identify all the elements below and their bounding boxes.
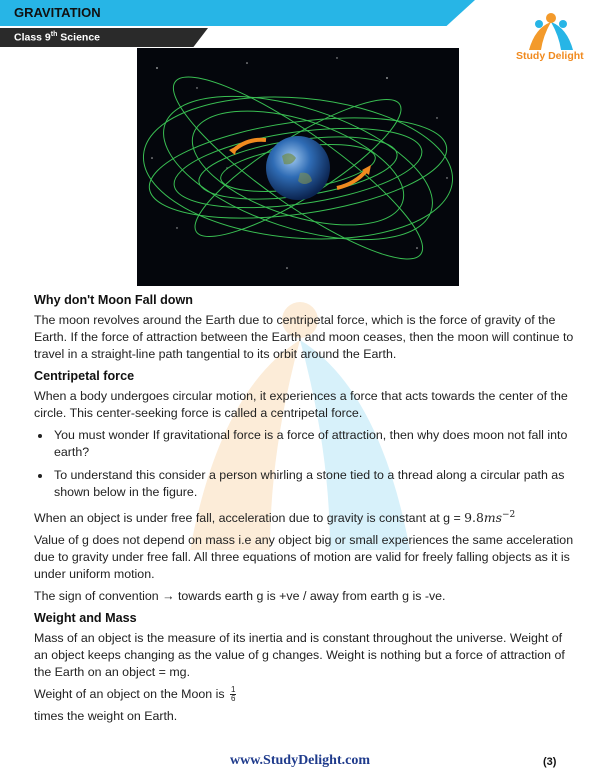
g-mass-paragraph: Value of g does not depend on mass i.e any object big or small experiences the same acceleration due to gravity under free fall. All three equations of motion are valid for freely falling objects as it is under uniform motion. [34,533,574,582]
earth-orbit-illustration [137,48,459,286]
weight-heading: Weight and Mass [34,611,137,626]
fraction-denominator: 6 [231,694,236,704]
fraction-numerator: 1 [231,685,236,695]
free-fall-paragraph [34,507,574,527]
class-label: Class 9 [14,31,51,44]
class-sup: th [50,31,58,38]
moon-weight-line [34,686,574,703]
bullet-item: • To understand this consider a person whirling a stone tied to a thread along a circular path as shown below in the figure. [52,467,574,501]
class-subtitle [14,31,100,44]
page-number: (3) [543,756,557,768]
subject-label: Science [57,31,101,44]
bullet-item: • You must wonder If gravitational force is a force of attraction, then why does moon not fall into earth? [52,427,574,461]
page-title: GRAVITATION [14,5,101,20]
brand-name: Study Delight [516,50,584,62]
moon-paragraph: The moon revolves around the Earth due to centripetal force, which is the force of gravity of the Earth. If the force of attraction between the Earth and moon ceases, then the moon will continue to travel in a straight-line path tangential to its orbit around the Earth. [34,313,574,361]
one-sixth-fraction [230,686,236,703]
moon-heading: Why don't Moon Fall down [34,293,193,307]
free-fall-text: When an object is under free fall, acceleration due to gravity is constant at g = [34,511,465,526]
free-fall-value: 9.8 [464,510,484,526]
centripetal-heading: Centripetal force [34,369,135,383]
main-content [34,292,574,730]
moon-weight-text: Weight of an object on the Moon is [34,687,229,702]
earth-gravity-image [137,48,459,286]
website-link[interactable]: www.StudyDelight.com [229,753,370,768]
centripetal-paragraph: When a body undergoes circular motion, it experiences a force that acts towards the center of the circle. This center-seeking force is called a centripetal force. [34,389,568,420]
free-fall-exponent: −2 [501,510,516,520]
sign-convention: The sign of convention → towards earth g is +ve / away from earth g is -ve. [34,589,446,604]
bullet-list [34,427,574,501]
moon-weight-tail: times the weight on Earth. [34,709,178,724]
free-fall-unit: ms [483,510,502,526]
weight-paragraph: Mass of an object is the measure of its inertia and is constant throughout the universe. Weight of an object keeps changing as the value of g changes. Weight is nothing but a force of attraction of the Earth on an object = mg. [34,631,565,680]
